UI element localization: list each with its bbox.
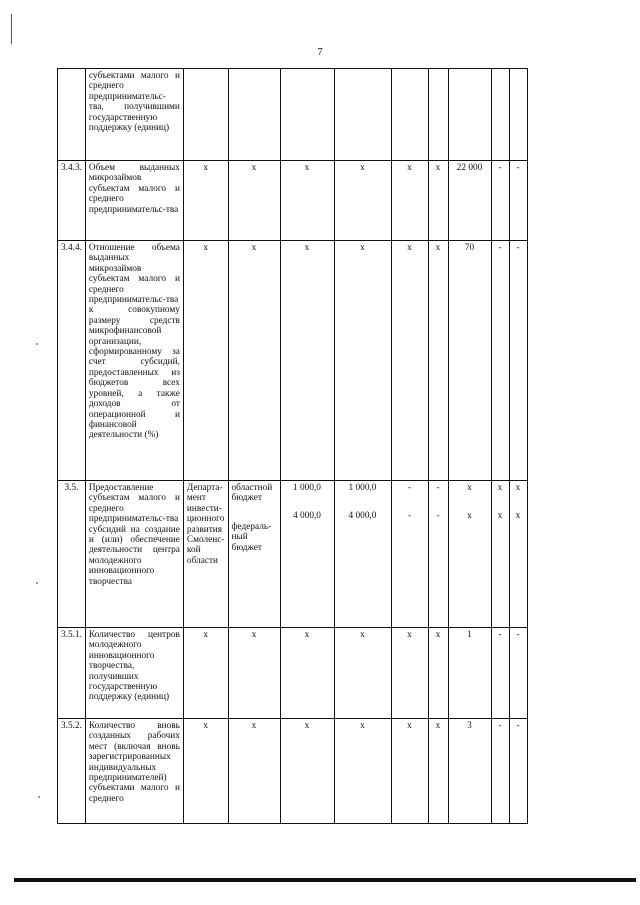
cell-value: - [491,161,509,241]
cell-value: х [280,628,334,719]
cell-value [491,69,509,161]
cell-value: - [509,161,527,241]
cell-value: 1 [448,628,491,719]
cell-value [280,69,334,161]
cell-value [448,69,491,161]
cell-value: - [509,628,527,719]
cell-value [391,69,428,161]
cell-value: х [334,241,391,481]
table-row [58,161,528,241]
scan-edge-bar [14,878,636,882]
cell-value [448,481,491,628]
cell-source: х [228,719,280,824]
cell-value [491,481,509,628]
cell-value: х [428,161,448,241]
value-regional: - [407,483,412,493]
cell-value: х [334,628,391,719]
cell-source: х [228,161,280,241]
cell-value [509,481,527,628]
cell-value: х [428,719,448,824]
cell-value [334,69,391,161]
value-federal: - [436,511,440,522]
cell-value [428,69,448,161]
row-number: 3.5. [58,481,86,628]
table-row [58,628,528,719]
table-row [58,69,528,161]
row-name: Количество вновь созданных рабочих мест (включая вновь зарегистрированных индивидуальных предпринимателей) субъектами малого и среднего [85,719,183,824]
margin-dot [36,582,38,584]
cell-value: х [428,628,448,719]
row-number: 3.5.1. [58,628,86,719]
cell-value: х [391,628,428,719]
row-number [58,69,86,161]
table-row [58,241,528,481]
program-table [57,68,528,824]
margin-mark [11,14,12,44]
cell-value [334,481,391,628]
cell-value [391,481,428,628]
row-name: Предоставление субъектам малого и среднего предпринимательс-тва субсидий на создание и (или) обеспечение деятельности центра молодежного инновационного творчества [85,481,183,628]
cell-responsible: х [183,161,228,241]
cell-value: 70 [448,241,491,481]
margin-dot [38,796,40,798]
cell-source [228,69,280,161]
row-number: 3.5.2. [58,719,86,824]
cell-responsible [183,69,228,161]
cell-value: х [391,719,428,824]
cell-source: х [228,628,280,719]
value-regional: х [497,483,503,493]
row-number: 3.4.3. [58,161,86,241]
source-regional: областной бюджет [231,483,273,504]
cell-responsible: х [183,628,228,719]
value-federal: х [497,511,503,522]
row-name: Отношение объема выданных микрозаймов субъектам малого и среднего предпринимательс-тва к совокупному размеру средств микрофинансовой организации, сформированному за счет субсидий, предоставленных из бюджетов всех уровней, а также доходов от операционной и финансовой деятельности (%) [85,241,183,481]
row-number: 3.4.4. [58,241,86,481]
cell-source: х [228,241,280,481]
margin-dot [36,343,38,345]
row-name: Объем выданных микрозаймов субъектам малого и среднего предпринимательс-тва [85,161,183,241]
cell-value: х [280,241,334,481]
cell-value: - [509,719,527,824]
cell-source [228,481,280,628]
cell-value: - [509,241,527,481]
value-regional: - [436,483,440,493]
table-row [58,719,528,824]
cell-value: 22 000 [448,161,491,241]
cell-value: х [334,161,391,241]
value-federal: х [467,511,472,522]
cell-value: - [491,241,509,481]
row-name: Количество центров молодежного инновационного творчества, получивших государственную поддержку (единиц) [85,628,183,719]
cell-value: х [428,241,448,481]
value-federal: х [515,511,521,522]
value-regional: х [467,483,472,493]
cell-value: х [391,161,428,241]
value-regional: 1 000,0 [348,483,377,493]
cell-value: - [491,628,509,719]
cell-responsible: х [183,719,228,824]
cell-value: - [491,719,509,824]
cell-value: 3 [448,719,491,824]
cell-responsible: х [183,241,228,481]
cell-value [509,69,527,161]
value-federal: 4 000,0 [293,511,321,522]
row-name: субъектами малого и среднего предпринимательс-тва, получившими государственную поддержку (единиц) [85,69,183,161]
page-number: 7 [317,46,323,58]
cell-value [428,481,448,628]
value-regional: 1 000,0 [293,483,321,493]
value-federal: - [407,511,412,522]
table-row [58,481,528,628]
cell-value: х [391,241,428,481]
cell-value: х [280,161,334,241]
value-regional: х [515,483,521,493]
cell-responsible: Департа-мент инвести-ционного развития Смоленс-кой области [183,481,228,628]
cell-value [280,481,334,628]
source-federal: федераль-ный бюджет [231,521,272,553]
value-federal: 4 000,0 [348,511,377,522]
cell-value: х [334,719,391,824]
cell-value: х [280,719,334,824]
